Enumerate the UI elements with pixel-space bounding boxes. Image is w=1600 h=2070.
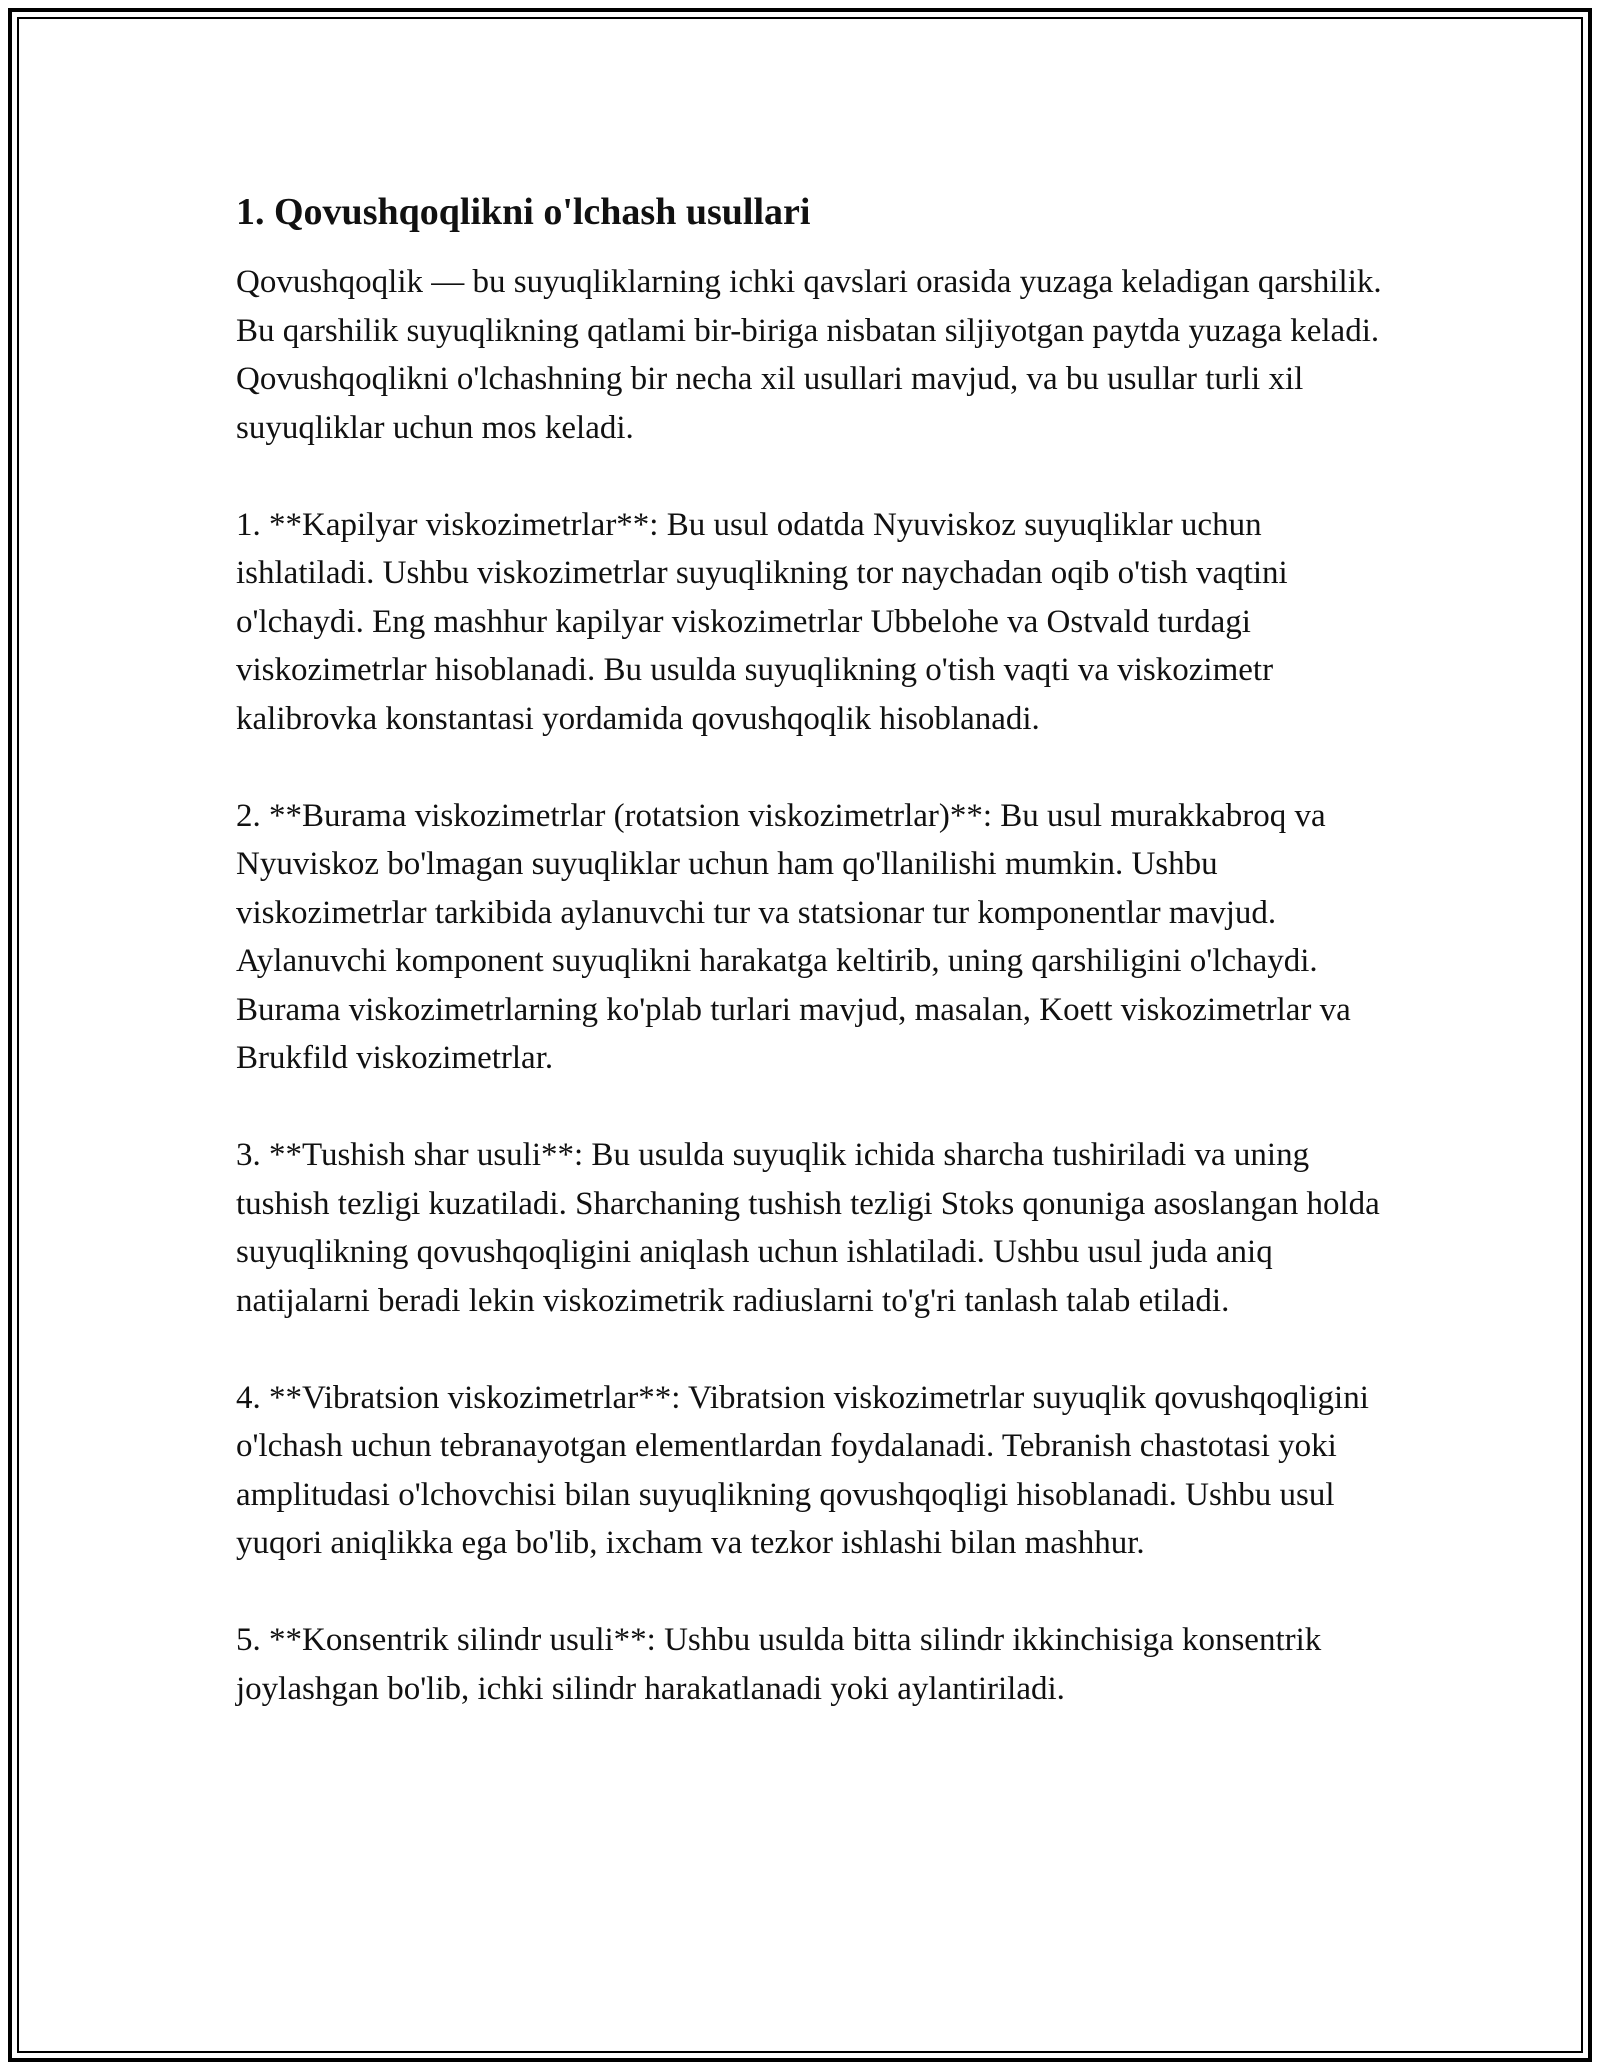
method-paragraph-concentric-cylinder: 5. **Konsentrik silindr usuli**: Ushbu usulda bitta silindr ikkinchisiga konsentrik joylashgan bo'lib, ichki silindr harakatlanadi yoki aylantiriladi. — [236, 1622, 1322, 1707]
document-title: 1. Qovushqoqlikni o'lchash usullari — [236, 191, 811, 233]
document-body — [236, 188, 1386, 1762]
method-paragraph-capillary: 1. **Kapilyar viskozimetrlar**: Bu usul odatda Nyuviskoz suyuqliklar uchun ishlatiladi. Ushbu viskozimetrlar suyuqlikning tor naychadan oqib o'tish vaqtini o'lchaydi. Eng mashhur kapilyar viskozimetrlar Ubbelohe va Ostvald turdagi viskozimetrlar hisoblanadi. Bu usulda suyuqlikning o'tish vaqti va viskozimetr kalibrovka konstantasi yordamida qovushqoqlik hisoblanadi. — [236, 506, 1288, 737]
method-paragraph-falling-ball: 3. **Tushish shar usuli**: Bu usulda suyuqlik ichida sharcha tushiriladi va uning tushish tezligi kuzatiladi. Sharchaning tushish tezligi Stoks qonuniga asoslangan holda suyuqlikning qovushqoqligini aniqlash uchun ishlatiladi. Ushbu usul juda aniq natijalarni beradi lekin viskozimetrik radiuslarni to'g'ri tanlash talab etiladi. — [236, 1137, 1380, 1319]
intro-paragraph: Qovushqoqlik — bu suyuqliklarning ichki qavslari orasida yuzaga keladigan qarshilik. Bu qarshilik suyuqlikning qatlami bir-biriga nisbatan siljiyotgan paytda yuzaga keladi. Qovushqoqlikni o'lchashning bir necha xil usullari mavjud, va bu usullar turli xil suyuqliklar uchun mos keladi. — [236, 264, 1382, 446]
method-paragraph-rotational: 2. **Burama viskozimetrlar (rotatsion viskozimetrlar)**: Bu usul murakkabroq va Nyuviskoz bo'lmagan suyuqliklar uchun ham qo'llanilishi mumkin. Ushbu viskozimetrlar tarkibida aylanuvchi tur va statsionar tur komponentlar mavjud. Aylanuvchi komponent suyuqlikni harakatga keltirib, uning qarshiligini o'lchaydi. Burama viskozimetrlarning ko'plab turlari mavjud, masalan, Koett viskozimetrlar va Brukfild viskozimetrlar. — [236, 797, 1351, 1076]
method-paragraph-vibrational: 4. **Vibratsion viskozimetrlar**: Vibratsion viskozimetrlar suyuqlik qovushqoqligini o'lchash uchun tebranayotgan elementlardan foydalanadi. Tebranish chastotasi yoki amplitudasi o'lchovchisi bilan suyuqlikning qovushqoqligi hisoblanadi. Ushbu usul yuqori aniqlikka ega bo'lib, ixcham va tezkor ishlashi bilan mashhur. — [236, 1379, 1369, 1561]
